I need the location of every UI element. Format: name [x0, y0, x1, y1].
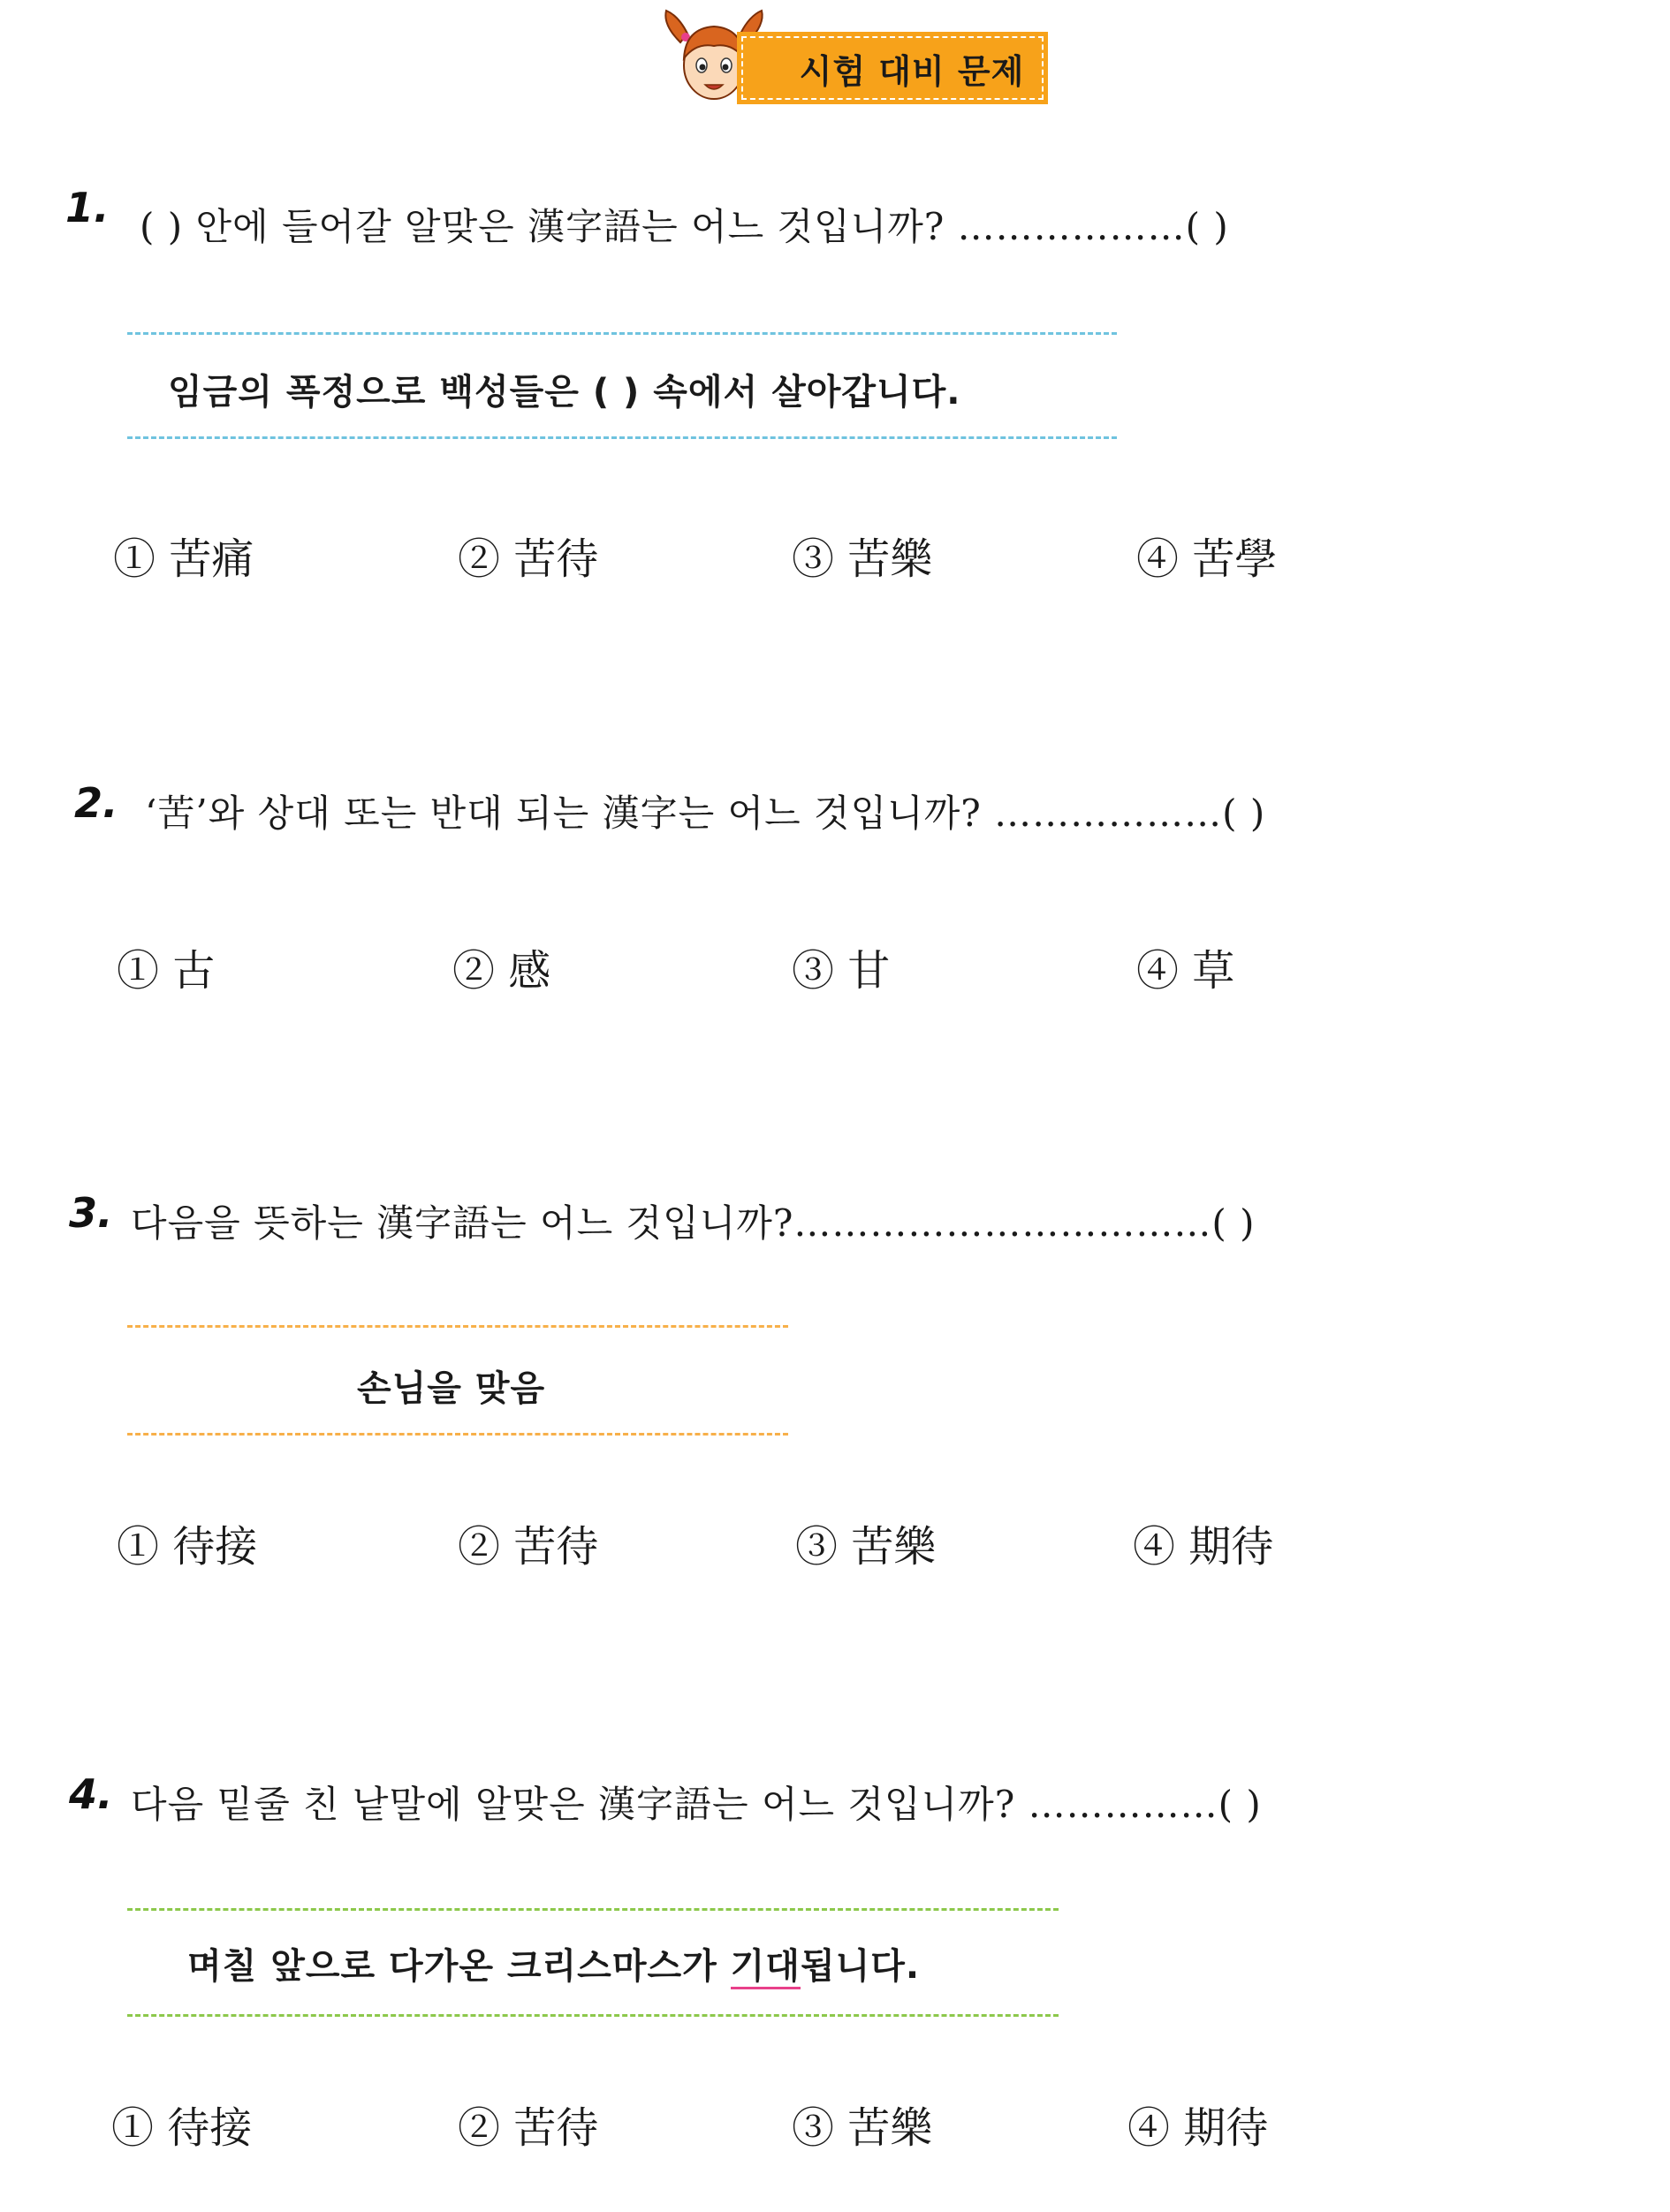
question-4-number: 4.	[69, 1770, 113, 1818]
question-3-choice-1[interactable]: ① 待接	[117, 1522, 258, 1572]
question-1-number: 1.	[65, 184, 110, 231]
question-4-sentence	[187, 1938, 920, 1989]
question-1-choice-2[interactable]: ② 苦待	[458, 534, 599, 584]
question-3-choice-4[interactable]: ④ 期待	[1133, 1522, 1274, 1572]
underlined-word: 기대	[731, 1946, 801, 1989]
section-badge-label: 시험 대비 문제	[799, 51, 1025, 91]
question-1-choice-3[interactable]: ③ 苦樂	[792, 534, 933, 584]
question-2-choice-3[interactable]: ③ 甘	[792, 946, 891, 996]
question-1-choice-4[interactable]: ④ 苦學	[1136, 534, 1278, 584]
question-4-choice-1[interactable]: ① 待接	[111, 2103, 253, 2153]
question-3-text: 다음을 뜻하는 漢字語는 어느 것입니까?……………………………( )	[131, 1201, 1256, 1245]
section-header	[661, 7, 1050, 104]
question-3-choice-2[interactable]: ② 苦待	[458, 1522, 599, 1572]
sentence-part-after: 됩니다.	[800, 1946, 921, 1987]
question-3-sentence: 손님을 맞음	[357, 1368, 546, 1409]
sentence-divider-top	[127, 1325, 788, 1328]
question-4-choice-4[interactable]: ④ 期待	[1127, 2103, 1269, 2153]
question-2-choice-4[interactable]: ④ 草	[1136, 946, 1235, 996]
sentence-part-before: 며칠 앞으로 다가온 크리스마스가	[187, 1946, 731, 1987]
question-4-choice-3[interactable]: ③ 苦樂	[792, 2103, 933, 2153]
sentence-divider-bottom	[127, 2014, 1059, 2017]
question-2-choice-1[interactable]: ① 古	[117, 946, 216, 996]
question-4-choice-2[interactable]: ② 苦待	[458, 2103, 599, 2153]
sentence-divider-top	[127, 1908, 1059, 1911]
sentence-divider-bottom	[127, 436, 1117, 439]
question-2-number: 2.	[74, 779, 118, 827]
sentence-divider-top	[127, 332, 1117, 335]
section-badge	[737, 32, 1048, 104]
question-2-choice-2[interactable]: ② 感	[452, 946, 551, 996]
sentence-divider-bottom	[127, 1433, 788, 1436]
question-3-choice-3[interactable]: ③ 苦樂	[795, 1522, 937, 1572]
question-3-number: 3.	[69, 1189, 113, 1237]
question-2-text: ‘苦’와 상대 또는 반대 되는 漢字는 어느 것입니까? ………………( )	[145, 792, 1266, 835]
question-1-sentence: 임금의 폭정으로 백성들은 ( ) 속에서 살아갑니다.	[168, 372, 961, 413]
question-4-text: 다음 밑줄 친 낱말에 알맞은 漢字語는 어느 것입니까? ……………( )	[131, 1783, 1262, 1826]
question-1-choice-1[interactable]: ① 苦痛	[113, 534, 254, 584]
question-1-text: ( ) 안에 들어갈 알맞은 漢字語는 어느 것입니까? ………………( )	[140, 205, 1229, 248]
